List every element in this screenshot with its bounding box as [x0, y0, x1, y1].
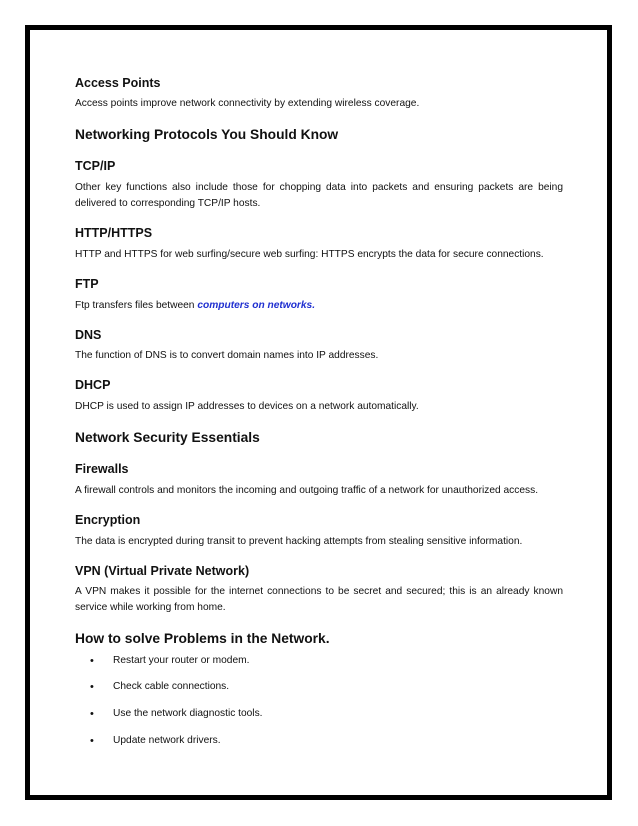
firewalls-body: A firewall controls and monitors the incoming and outgoing traffic of a network for unauthorized access.: [75, 485, 539, 496]
encryption-body: The data is encrypted during transit to prevent hacking attempts from stealing sensitive information.: [75, 536, 523, 547]
ftp-body-text: Ftp transfers files between: [75, 300, 198, 311]
access-points-heading: Access Points: [75, 76, 161, 90]
dhcp-body: DHCP is used to assign IP addresses to devices on a network automatically.: [75, 401, 419, 412]
http-body: HTTP and HTTPS for web surfing/secure web surfing: HTTPS encrypts the data for secure connections.: [75, 249, 544, 260]
vpn-heading: VPN (Virtual Private Network): [75, 564, 250, 578]
list-item-text: Use the network diagnostic tools.: [113, 708, 263, 719]
ftp-heading: FTP: [75, 277, 99, 291]
dns-heading: DNS: [75, 328, 102, 342]
bullet-icon: •: [90, 681, 94, 693]
ftp-link[interactable]: computers on networks.: [197, 300, 316, 311]
firewalls-heading: Firewalls: [75, 462, 129, 476]
bullet-icon: •: [90, 655, 94, 667]
dns-body: The function of DNS is to convert domain names into IP addresses.: [75, 350, 379, 361]
bullet-icon: •: [90, 735, 94, 747]
encryption-heading: Encryption: [75, 513, 141, 527]
tcpip-body: Other key functions also include those for chopping data into packets and ensuring packets are being delivered to corresponding TCP/IP hosts.: [75, 182, 563, 209]
list-item-text: Update network drivers.: [113, 735, 221, 746]
security-heading: Network Security Essentials: [75, 430, 260, 445]
http-heading: HTTP/HTTPS: [75, 226, 153, 240]
bullet-icon: •: [90, 708, 94, 720]
vpn-body: A VPN makes it possible for the internet connections to be secret and secured; this is an already known service while working from home.: [75, 586, 563, 613]
dhcp-heading: DHCP: [75, 378, 111, 392]
list-item-text: Restart your router or modem.: [113, 655, 250, 666]
ftp-body: [75, 298, 563, 314]
access-points-body: Access points improve network connectivity by extending wireless coverage.: [75, 98, 420, 109]
troubleshoot-heading: How to solve Problems in the Network.: [75, 631, 330, 646]
list-item-text: Check cable connections.: [113, 681, 230, 692]
protocols-heading: Networking Protocols You Should Know: [75, 127, 339, 142]
tcpip-heading: TCP/IP: [75, 159, 116, 173]
